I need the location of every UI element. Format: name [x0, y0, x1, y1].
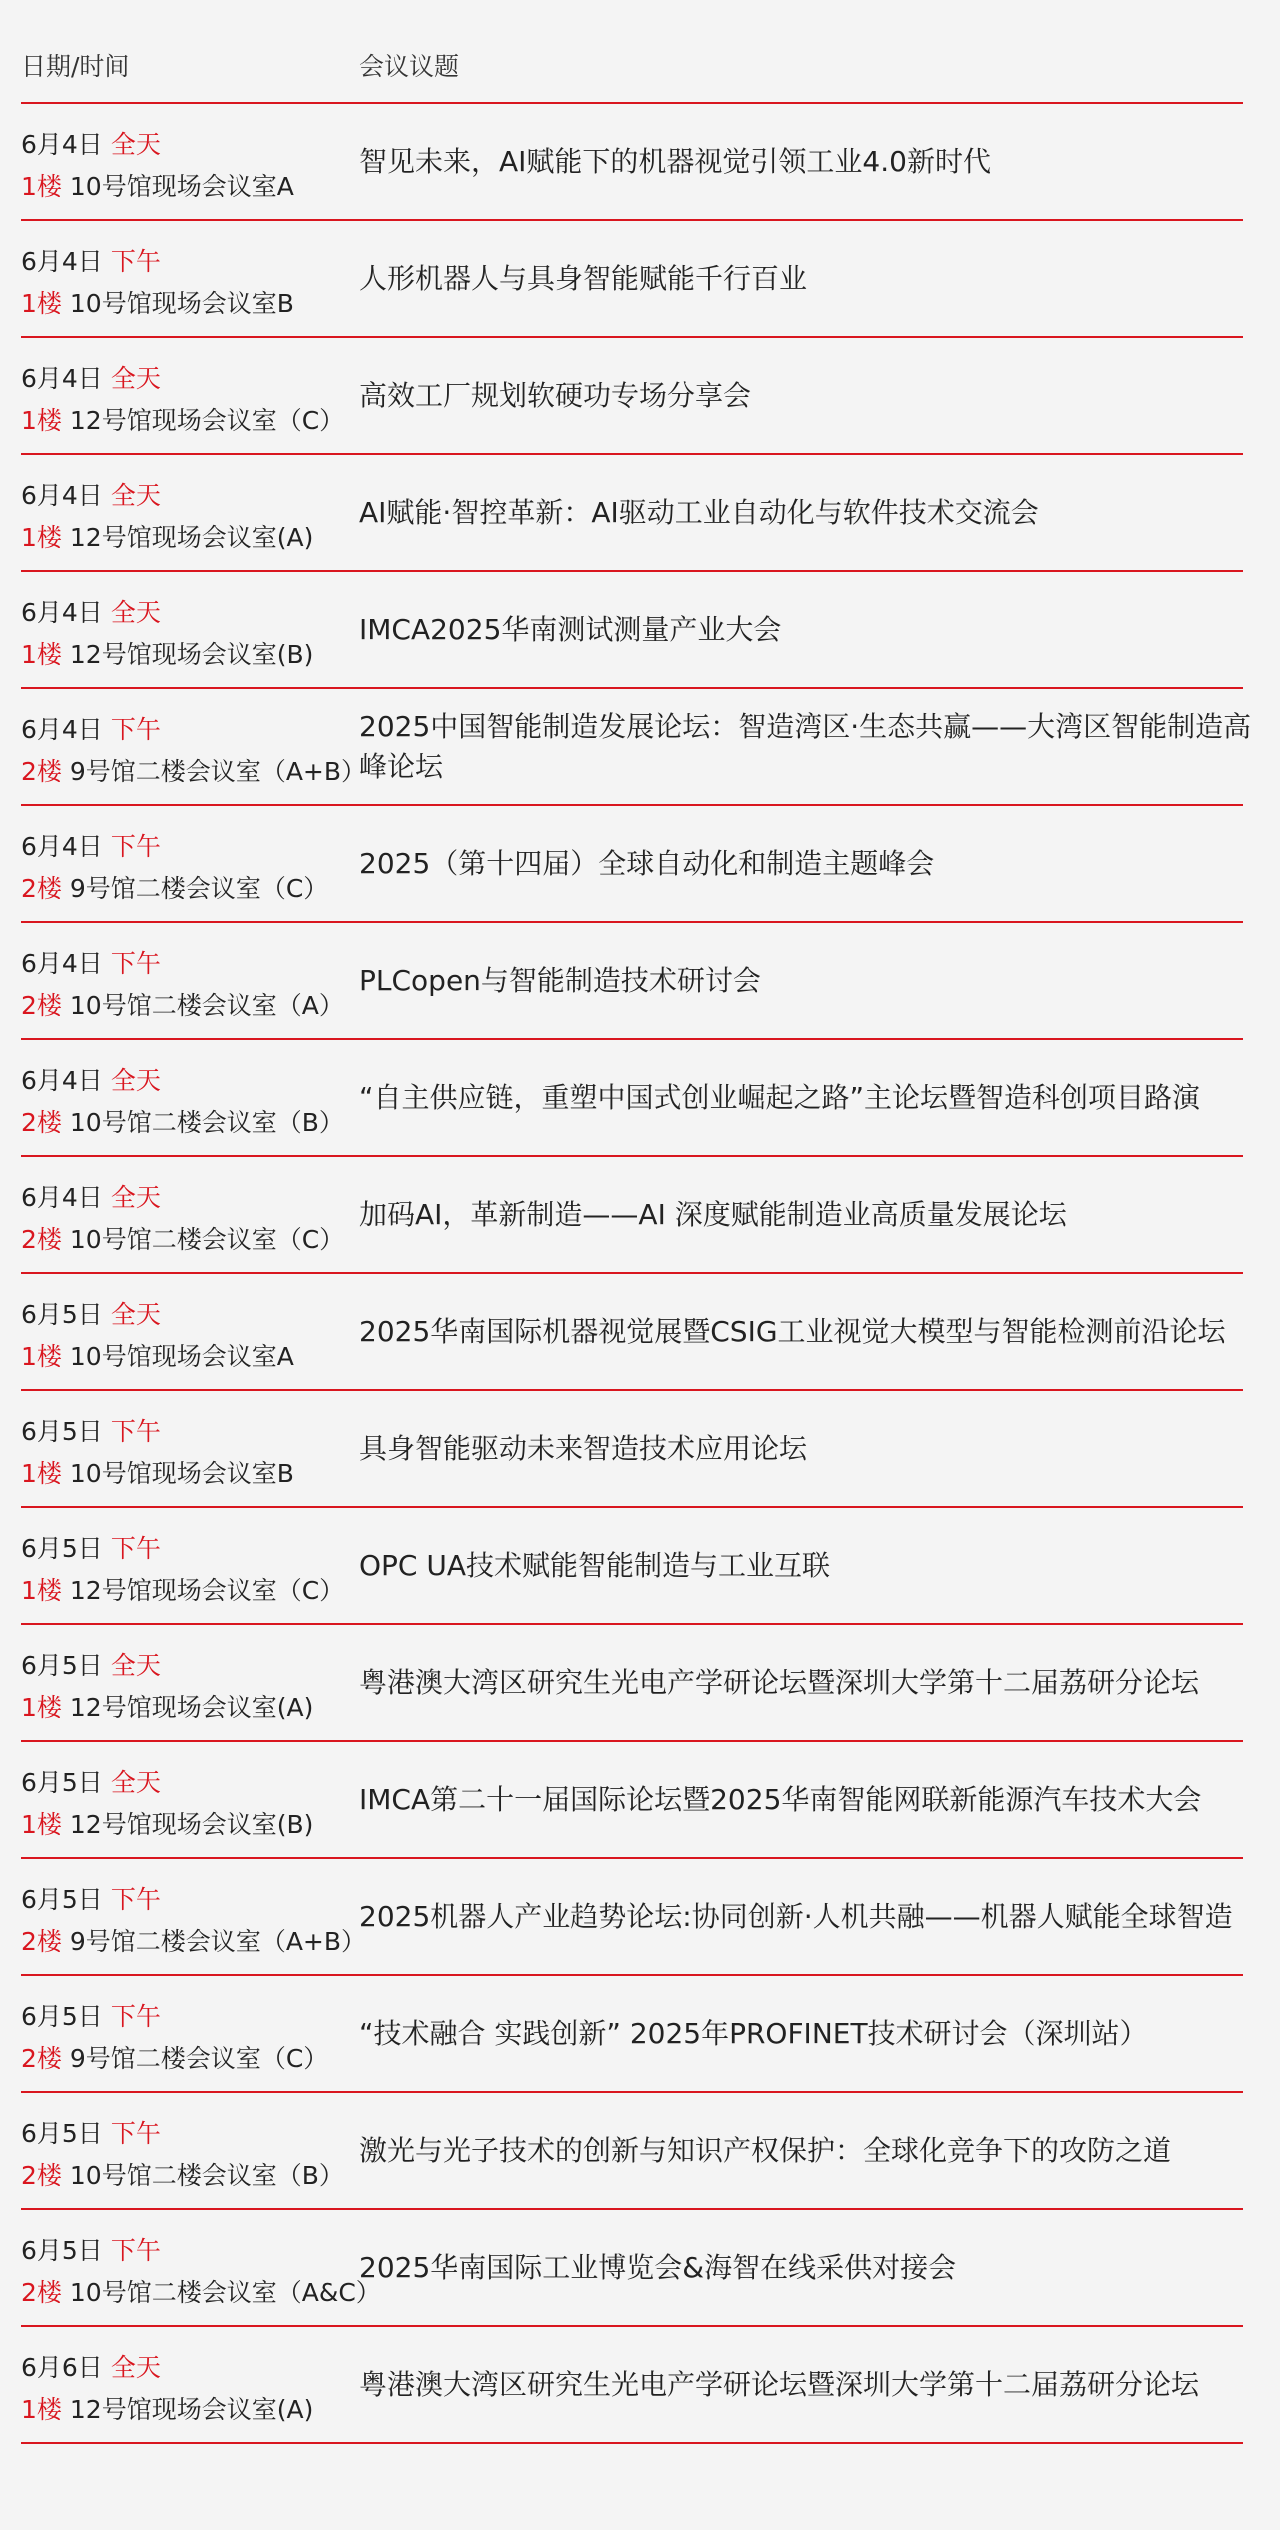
- row-date-time: [21, 827, 161, 863]
- row-date-time: [21, 1061, 161, 1097]
- row-date: 6月5日: [21, 2119, 103, 2148]
- row-topic: [359, 1274, 1259, 1389]
- row-topic-text: 2025华南国际机器视觉展暨CSIG工业视觉大模型与智能检测前沿论坛: [359, 1314, 1226, 1348]
- row-period: 全天: [110, 1300, 161, 1329]
- row-floor: 1楼: [21, 1342, 62, 1371]
- row-location: [21, 1454, 294, 1490]
- row-date: 6月5日: [21, 1885, 103, 1914]
- row-date-time: [21, 476, 161, 512]
- row-topic-text: PLCopen与智能制造技术研讨会: [359, 963, 761, 997]
- row-location: [21, 869, 328, 905]
- row-date-time: [21, 125, 161, 161]
- row-topic-text: 2025中国智能制造发展论坛：智造湾区·生态共赢——大湾区智能制造高峰论坛: [359, 709, 1252, 783]
- row-date-time: [21, 2114, 161, 2150]
- table-row: [21, 2093, 1243, 2210]
- row-topic-text: 高效工厂规划软硬功专场分享会: [359, 378, 752, 412]
- row-location: [21, 1922, 366, 1958]
- row-date: 6月4日: [21, 1183, 103, 1212]
- row-location: [21, 2273, 381, 2309]
- row-location: [21, 167, 294, 203]
- row-location: [21, 1571, 344, 1607]
- row-room: 10号馆二楼会议室（B）: [69, 1108, 344, 1137]
- row-floor: 2楼: [21, 1927, 62, 1956]
- row-room: 10号馆二楼会议室（A&C）: [69, 2278, 381, 2307]
- row-date-time: [21, 1997, 161, 2033]
- row-topic-text: 具身智能驱动未来智造技术应用论坛: [359, 1431, 808, 1465]
- row-floor: 1楼: [21, 172, 62, 201]
- row-period: 全天: [110, 130, 161, 159]
- row-topic: [359, 1157, 1259, 1272]
- table-row: [21, 806, 1243, 923]
- row-date: 6月5日: [21, 2236, 103, 2265]
- row-room: 10号馆现场会议室B: [69, 1459, 294, 1488]
- row-location: [21, 986, 344, 1022]
- row-topic: [359, 689, 1259, 804]
- row-floor: 2楼: [21, 874, 62, 903]
- row-location: [21, 1220, 344, 1256]
- row-room: 10号馆二楼会议室（B）: [69, 2161, 344, 2190]
- row-date-time: [21, 1178, 161, 1214]
- row-period: 下午: [110, 832, 161, 861]
- row-date: 6月4日: [21, 715, 103, 744]
- table-row: [21, 923, 1243, 1040]
- row-date-time: [21, 1880, 161, 1916]
- row-period: 全天: [110, 1768, 161, 1797]
- row-topic: [359, 221, 1259, 336]
- row-location: [21, 2156, 344, 2192]
- row-date: 6月5日: [21, 1651, 103, 1680]
- row-room: 10号馆现场会议室A: [69, 172, 294, 201]
- row-date: 6月5日: [21, 1534, 103, 1563]
- row-floor: 2楼: [21, 2278, 62, 2307]
- row-period: 下午: [110, 2002, 161, 2031]
- row-floor: 1楼: [21, 1810, 62, 1839]
- row-room: 12号馆现场会议室（C）: [69, 406, 345, 435]
- row-floor: 1楼: [21, 289, 62, 318]
- row-date: 6月5日: [21, 1300, 103, 1329]
- row-period: 下午: [110, 1417, 161, 1446]
- table-row: [21, 1625, 1243, 1742]
- row-room: 12号馆现场会议室(A): [69, 523, 314, 552]
- row-topic: [359, 1508, 1259, 1623]
- row-period: 全天: [110, 1651, 161, 1680]
- row-location: [21, 1103, 344, 1139]
- row-period: 全天: [110, 1183, 161, 1212]
- row-topic-text: IMCA2025华南测试测量产业大会: [359, 612, 782, 646]
- row-topic: [359, 2210, 1259, 2325]
- row-topic: [359, 2327, 1259, 2442]
- table-header: [21, 0, 1243, 104]
- row-topic-text: “技术融合 实践创新” 2025年PROFINET技术研讨会（深圳站）: [359, 2016, 1148, 2050]
- row-floor: 2楼: [21, 2044, 62, 2073]
- row-room: 10号馆现场会议室B: [69, 289, 294, 318]
- table-row: [21, 104, 1243, 221]
- row-topic: [359, 923, 1259, 1038]
- row-room: 10号馆二楼会议室（A）: [69, 991, 344, 1020]
- row-topic: [359, 1391, 1259, 1506]
- row-floor: 2楼: [21, 1108, 62, 1137]
- row-location: [21, 752, 366, 788]
- table-row: [21, 1274, 1243, 1391]
- row-date: 6月4日: [21, 364, 103, 393]
- row-location: [21, 1805, 313, 1841]
- table-row: [21, 2210, 1243, 2327]
- row-floor: 2楼: [21, 757, 62, 786]
- row-floor: 2楼: [21, 2161, 62, 2190]
- row-topic-text: 粤港澳大湾区研究生光电产学研论坛暨深圳大学第十二届荔研分论坛: [359, 1665, 1200, 1699]
- row-floor: 2楼: [21, 1225, 62, 1254]
- row-period: 下午: [110, 2119, 161, 2148]
- row-date: 6月5日: [21, 2002, 103, 2031]
- row-period: 全天: [110, 598, 161, 627]
- row-topic: [359, 1742, 1259, 1857]
- table-row: [21, 1976, 1243, 2093]
- row-room: 12号馆现场会议室(B): [69, 640, 314, 669]
- table-row: [21, 1040, 1243, 1157]
- row-topic: [359, 806, 1259, 921]
- row-period: 全天: [110, 1066, 161, 1095]
- row-date: 6月4日: [21, 832, 103, 861]
- row-topic-text: 2025华南国际工业博览会&海智在线采供对接会: [359, 2250, 957, 2284]
- table-row: [21, 338, 1243, 455]
- row-period: 下午: [110, 715, 161, 744]
- row-location: [21, 1337, 294, 1373]
- row-date-time: [21, 2348, 161, 2384]
- row-topic-text: “自主供应链，重塑中国式创业崛起之路”主论坛暨智造科创项目路演: [359, 1080, 1201, 1114]
- row-topic-text: 智见未来，AI赋能下的机器视觉引领工业4.0新时代: [359, 144, 991, 178]
- row-topic-text: 人形机器人与具身智能赋能千行百业: [359, 261, 808, 295]
- table-row: [21, 1508, 1243, 1625]
- row-topic: [359, 1976, 1259, 2091]
- row-floor: 1楼: [21, 2395, 62, 2424]
- row-date-time: [21, 2231, 161, 2267]
- row-topic-text: 2025机器人产业趋势论坛:协同创新·人机共融——机器人赋能全球智造: [359, 1899, 1233, 1933]
- row-room: 9号馆二楼会议室（A+B）: [69, 1927, 367, 1956]
- row-room: 9号馆二楼会议室（C）: [69, 2044, 329, 2073]
- table-row: [21, 1859, 1243, 1976]
- table-body: [21, 104, 1252, 2444]
- row-date-time: [21, 1412, 161, 1448]
- table-row: [21, 2327, 1243, 2444]
- row-period: 下午: [110, 949, 161, 978]
- row-date-time: [21, 359, 161, 395]
- row-floor: 1楼: [21, 523, 62, 552]
- row-location: [21, 401, 344, 437]
- row-date: 6月6日: [21, 2353, 103, 2382]
- header-topic: 会议议题: [359, 52, 460, 81]
- row-period: 下午: [110, 1534, 161, 1563]
- row-date: 6月5日: [21, 1768, 103, 1797]
- row-room: 12号馆现场会议室（C）: [69, 1576, 345, 1605]
- row-topic: [359, 1625, 1259, 1740]
- row-date: 6月5日: [21, 1417, 103, 1446]
- row-room: 12号馆现场会议室(A): [69, 2395, 314, 2424]
- row-room: 12号馆现场会议室(A): [69, 1693, 314, 1722]
- row-topic: [359, 338, 1259, 453]
- row-date-time: [21, 944, 161, 980]
- row-topic-text: IMCA第二十一届国际论坛暨2025华南智能网联新能源汽车技术大会: [359, 1782, 1202, 1816]
- row-date: 6月4日: [21, 247, 103, 276]
- table-row: [21, 455, 1243, 572]
- row-topic-text: AI赋能·智控革新：AI驱动工业自动化与软件技术交流会: [359, 495, 1039, 529]
- conference-schedule-table: [21, 0, 1252, 2444]
- row-date: 6月4日: [21, 949, 103, 978]
- row-floor: 1楼: [21, 1459, 62, 1488]
- table-row: [21, 1391, 1243, 1508]
- row-room: 10号馆现场会议室A: [69, 1342, 294, 1371]
- row-period: 全天: [110, 364, 161, 393]
- row-floor: 1楼: [21, 1576, 62, 1605]
- table-row: [21, 572, 1243, 689]
- row-floor: 2楼: [21, 991, 62, 1020]
- row-floor: 1楼: [21, 640, 62, 669]
- row-date: 6月4日: [21, 481, 103, 510]
- row-room: 9号馆二楼会议室（A+B）: [69, 757, 367, 786]
- row-period: 全天: [110, 481, 161, 510]
- row-topic-text: 激光与光子技术的创新与知识产权保护：全球化竞争下的攻防之道: [359, 2133, 1172, 2167]
- row-period: 下午: [110, 1885, 161, 1914]
- row-topic-text: 粤港澳大湾区研究生光电产学研论坛暨深圳大学第十二届荔研分论坛: [359, 2367, 1200, 2401]
- row-period: 全天: [110, 2353, 161, 2382]
- row-floor: 1楼: [21, 1693, 62, 1722]
- row-floor: 1楼: [21, 406, 62, 435]
- row-date-time: [21, 710, 161, 746]
- row-topic-text: OPC UA技术赋能智能制造与工业互联: [359, 1548, 831, 1582]
- table-row: [21, 221, 1243, 338]
- row-period: 下午: [110, 2236, 161, 2265]
- row-location: [21, 635, 313, 671]
- row-location: [21, 284, 294, 320]
- row-topic-text: 加码AI，革新制造——AI 深度赋能制造业高质量发展论坛: [359, 1197, 1067, 1231]
- row-date-time: [21, 242, 161, 278]
- row-location: [21, 2039, 328, 2075]
- row-topic: [359, 104, 1259, 219]
- row-room: 9号馆二楼会议室（C）: [69, 874, 329, 903]
- row-date: 6月4日: [21, 1066, 103, 1095]
- row-topic-text: 2025（第十四届）全球自动化和制造主题峰会: [359, 846, 935, 880]
- row-room: 10号馆二楼会议室（C）: [69, 1225, 345, 1254]
- row-date-time: [21, 1529, 161, 1565]
- row-room: 12号馆现场会议室(B): [69, 1810, 314, 1839]
- row-date-time: [21, 1295, 161, 1331]
- row-period: 下午: [110, 247, 161, 276]
- table-row: [21, 689, 1252, 806]
- row-topic: [359, 455, 1259, 570]
- row-location: [21, 518, 313, 554]
- row-location: [21, 2390, 313, 2426]
- row-date: 6月4日: [21, 598, 103, 627]
- row-date: 6月4日: [21, 130, 103, 159]
- row-location: [21, 1688, 313, 1724]
- header-date-time: 日期/时间: [21, 52, 130, 81]
- row-date-time: [21, 1763, 161, 1799]
- row-date-time: [21, 1646, 161, 1682]
- row-topic: [359, 1040, 1259, 1155]
- row-date-time: [21, 593, 161, 629]
- row-topic: [359, 1859, 1259, 1974]
- row-topic: [359, 2093, 1259, 2208]
- row-topic: [359, 572, 1259, 687]
- table-row: [21, 1157, 1243, 1274]
- table-row: [21, 1742, 1243, 1859]
